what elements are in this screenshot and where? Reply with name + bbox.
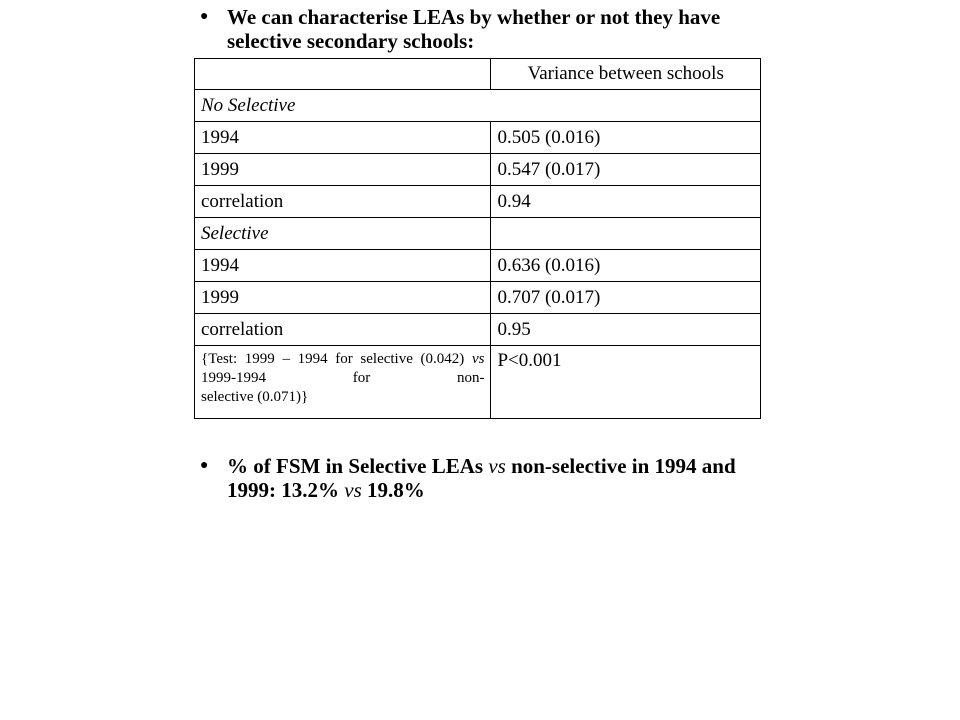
group-row-selective [195,218,761,250]
bullet-text: We can characterise LEAs by whether or not they have selective secondary schools: [227,5,721,53]
fsm-vs-1: vs [488,454,506,478]
group-label: No Selective [195,90,761,122]
row-label: correlation [195,186,491,218]
test-line-2-vs: vs [471,351,485,367]
row-value: 0.94 [491,186,761,218]
table-header-row [195,59,761,90]
table-row [195,314,761,346]
test-line-2a: (0.042) [420,351,472,367]
test-description [195,346,491,419]
row-value: 0.707 (0.017) [491,282,761,314]
test-line-1: {Test: 1999 – 1994 for selective [201,351,413,367]
group-label: Selective [195,218,491,250]
fsm-text-part-3: 19.8% [361,478,425,502]
row-value: 0.636 (0.016) [491,250,761,282]
bullet-dot-icon: ● [200,9,209,24]
bullet-fsm-percentages [200,454,760,502]
row-label: correlation [195,314,491,346]
fsm-text-part-1: % of FSM in Selective LEAs [227,454,489,478]
test-line-3: selective (0.071)} [201,389,309,405]
row-label: 1999 [195,282,491,314]
bullet-text [227,454,760,502]
test-row [195,346,761,419]
row-label: 1994 [195,122,491,154]
group-row-no-selective [195,90,761,122]
row-label: 1999 [195,154,491,186]
table-row [195,154,761,186]
test-line-2b: 1999-1994 for non- [201,370,485,386]
test-result: P<0.001 [491,346,761,419]
row-label: 1994 [195,250,491,282]
bullet-selective-characterisation [200,5,760,53]
fsm-text-part-2: non-selective in 1994 and 1999: 13.2% [227,454,736,502]
variance-table [194,58,761,419]
table-row [195,282,761,314]
table-row [195,186,761,218]
group-empty-cell [491,218,761,250]
header-cell-variance: Variance between schools [491,59,761,90]
row-value: 0.95 [491,314,761,346]
bullet-dot-icon: ● [200,458,209,473]
row-value: 0.505 (0.016) [491,122,761,154]
table-row [195,250,761,282]
fsm-vs-2: vs [344,478,362,502]
table-row [195,122,761,154]
row-value: 0.547 (0.017) [491,154,761,186]
header-cell-blank [195,59,491,90]
